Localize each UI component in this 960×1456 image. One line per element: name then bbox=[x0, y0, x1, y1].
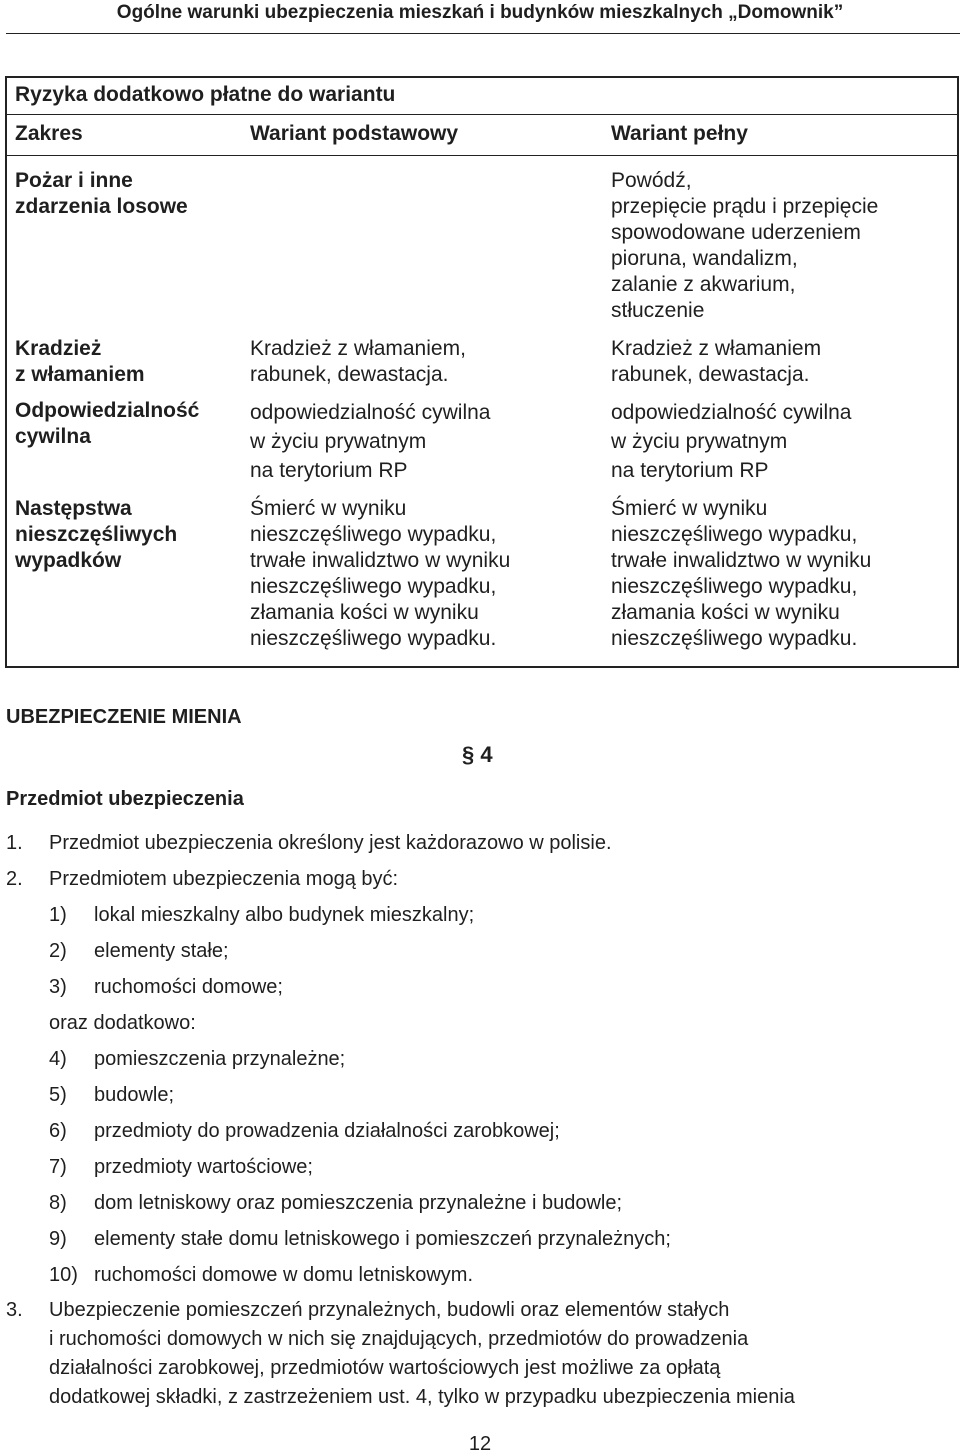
table-row bbox=[7, 156, 957, 330]
row-scope bbox=[7, 496, 242, 666]
item-number: 8) bbox=[49, 1192, 67, 1214]
cell-line: cywilna bbox=[15, 425, 91, 448]
cell-line: Odpowiedzialność bbox=[15, 399, 200, 422]
cell-line: w życiu prywatnym bbox=[611, 430, 788, 453]
row-basic bbox=[242, 168, 603, 330]
document-header bbox=[0, 0, 960, 34]
item-text: ruchomości domowe; bbox=[94, 976, 283, 998]
item-text-line: Ubezpieczenie pomieszczeń przynależnych, budowli oraz elementów stałych bbox=[49, 1299, 730, 1321]
column-header-basic: Wariant podstawowy bbox=[250, 122, 459, 145]
item-number: 9) bbox=[49, 1228, 67, 1250]
cell-line: w życiu prywatnym bbox=[250, 430, 427, 453]
table-header-row bbox=[7, 115, 957, 156]
risk-table bbox=[5, 76, 959, 668]
page-number: 12 bbox=[468, 1433, 492, 1455]
column-header-full: Wariant pełny bbox=[611, 122, 748, 145]
row-basic bbox=[242, 398, 603, 490]
item-text-line: dodatkowej składki, z zastrzeżeniem ust. 4, tylko w przypadku ubezpieczenia mienia bbox=[49, 1386, 795, 1408]
cell-line: nieszczęśliwego wypadku. bbox=[250, 627, 497, 650]
item-text: elementy stałe; bbox=[94, 940, 229, 962]
cell-line: złamania kości w wyniku bbox=[611, 601, 840, 624]
cell-line: rabunek, dewastacja. bbox=[250, 363, 449, 386]
cell-line: odpowiedzialność cywilna bbox=[611, 401, 852, 424]
item-number: 3) bbox=[49, 976, 67, 998]
subsection-title: Przedmiot ubezpieczenia bbox=[6, 788, 244, 810]
cell-line: nieszczęśliwego wypadku, bbox=[250, 575, 497, 598]
cell-line: Śmierć w wyniku bbox=[250, 497, 407, 520]
row-full bbox=[603, 496, 957, 666]
cell-line: spowodowane uderzeniem bbox=[611, 221, 861, 244]
row-full bbox=[603, 168, 957, 330]
item-text-line: działalności zarobkowej, przedmiotów wartościowych jest możliwe za opłatą bbox=[49, 1357, 721, 1379]
cell-line: zalanie z akwarium, bbox=[611, 273, 796, 296]
cell-line: Kradzież z włamaniem, bbox=[250, 337, 466, 360]
cell-line: przepięcie prądu i przepięcie bbox=[611, 195, 879, 218]
cell-line: rabunek, dewastacja. bbox=[611, 363, 810, 386]
item-text: Przedmiotem ubezpieczenia mogą być: bbox=[49, 868, 399, 890]
header-title: Ogólne warunki ubezpieczenia mieszkań i budynków mieszkalnych „Domownik” bbox=[116, 2, 844, 23]
row-full bbox=[603, 336, 957, 392]
table-row bbox=[7, 330, 957, 392]
item-number: 6) bbox=[49, 1120, 67, 1142]
cell-line: trwałe inwalidztwo w wyniku bbox=[250, 549, 511, 572]
cell-line: na terytorium RP bbox=[611, 459, 769, 482]
cell-line: pioruna, wandalizm, bbox=[611, 247, 798, 270]
cell-line: nieszczęśliwego wypadku. bbox=[611, 627, 858, 650]
item-number: 10) bbox=[49, 1264, 78, 1286]
item-text: Przedmiot ubezpieczenia określony jest każdorazowo w polisie. bbox=[49, 832, 612, 854]
cell-line: Kradzież z włamaniem bbox=[611, 337, 822, 360]
item-text: przedmioty wartościowe; bbox=[94, 1156, 313, 1178]
cell-line: Powódź, bbox=[611, 169, 692, 192]
row-scope bbox=[7, 336, 242, 392]
item-number: 2. bbox=[6, 868, 23, 890]
additionally-text: oraz dodatkowo: bbox=[49, 1012, 196, 1034]
item-text: dom letniskowy oraz pomieszczenia przynależne i budowle; bbox=[94, 1192, 623, 1214]
paragraph-number: § 4 bbox=[462, 742, 493, 767]
section-title: UBEZPIECZENIE MIENIA bbox=[6, 706, 242, 728]
cell-line: Pożar i inne bbox=[15, 169, 133, 192]
item-text: lokal mieszkalny albo budynek mieszkalny; bbox=[94, 904, 475, 926]
cell-line: złamania kości w wyniku bbox=[250, 601, 479, 624]
cell-line: stłuczenie bbox=[611, 299, 705, 322]
cell-line: nieszczęśliwego wypadku, bbox=[250, 523, 497, 546]
cell-line: nieszczęśliwego wypadku, bbox=[611, 523, 858, 546]
cell-line: Śmierć w wyniku bbox=[611, 497, 768, 520]
row-full bbox=[603, 398, 957, 490]
table-row bbox=[7, 490, 957, 666]
row-scope bbox=[7, 168, 242, 330]
item-number: 1) bbox=[49, 904, 67, 926]
item-number: 1. bbox=[6, 832, 23, 854]
item-text: elementy stałe domu letniskowego i pomieszczeń przynależnych; bbox=[94, 1228, 671, 1250]
cell-line: zdarzenia losowe bbox=[15, 195, 188, 218]
cell-line: nieszczęśliwych bbox=[15, 523, 178, 546]
item-number: 3. bbox=[6, 1299, 23, 1321]
cell-line: nieszczęśliwego wypadku, bbox=[611, 575, 858, 598]
item-text-line: i ruchomości domowych w nich się znajdujących, przedmiotów do prowadzenia bbox=[49, 1328, 749, 1350]
cell-line: odpowiedzialność cywilna bbox=[250, 401, 491, 424]
cell-line: wypadków bbox=[15, 549, 122, 572]
cell-line: na terytorium RP bbox=[250, 459, 408, 482]
cell-line: Następstwa bbox=[15, 497, 132, 520]
header-divider bbox=[6, 33, 960, 34]
item-text: ruchomości domowe w domu letniskowym. bbox=[94, 1264, 474, 1286]
row-basic bbox=[242, 496, 603, 666]
row-scope bbox=[7, 398, 242, 490]
item-number: 2) bbox=[49, 940, 67, 962]
cell-line: z włamaniem bbox=[15, 363, 145, 386]
cell-line: trwałe inwalidztwo w wyniku bbox=[611, 549, 872, 572]
row-basic bbox=[242, 336, 603, 392]
item-text: budowle; bbox=[94, 1084, 175, 1106]
table-row bbox=[7, 392, 957, 490]
item-text: przedmioty do prowadzenia działalności zarobkowej; bbox=[94, 1120, 560, 1142]
item-number: 4) bbox=[49, 1048, 67, 1070]
item-number: 5) bbox=[49, 1084, 67, 1106]
item-number: 7) bbox=[49, 1156, 67, 1178]
cell-line: Kradzież bbox=[15, 337, 102, 360]
column-header-scope: Zakres bbox=[15, 122, 83, 145]
table-title: Ryzyka dodatkowo płatne do wariantu bbox=[7, 78, 957, 115]
item-text: pomieszczenia przynależne; bbox=[94, 1048, 346, 1070]
